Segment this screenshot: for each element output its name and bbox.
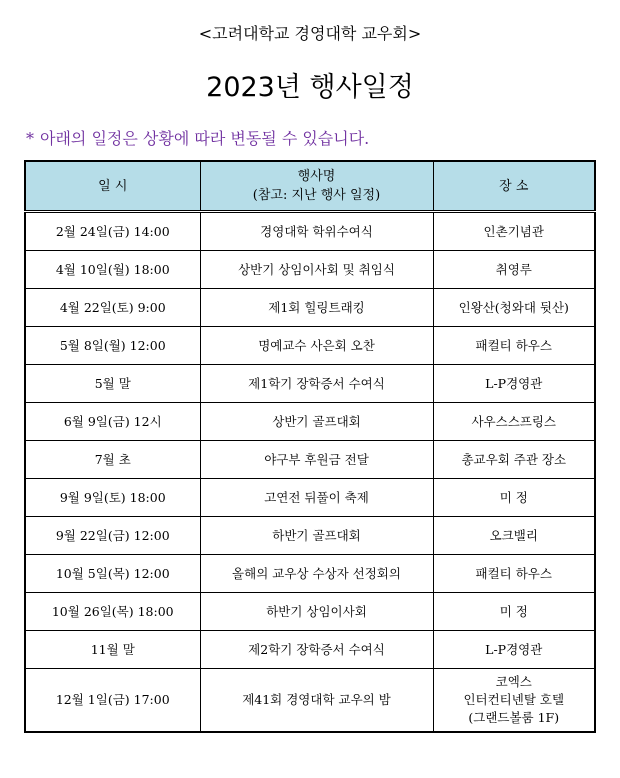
cell-event: 제1학기 장학증서 수여식 xyxy=(200,365,433,403)
table-row xyxy=(25,517,595,555)
cell-place: 오크밸리 xyxy=(433,517,595,555)
table-row xyxy=(25,593,595,631)
cell-place: L-P경영관 xyxy=(433,631,595,669)
cell-place: 사우스스프링스 xyxy=(433,403,595,441)
cell-date: 10월 26일(목) 18:00 xyxy=(25,593,200,631)
column-header-event xyxy=(200,161,433,212)
cell-date: 9월 22일(금) 12:00 xyxy=(25,517,200,555)
cell-place: 미 정 xyxy=(433,479,595,517)
table-row xyxy=(25,669,595,733)
cell-date: 4월 10일(월) 18:00 xyxy=(25,251,200,289)
cell-date: 9월 9일(토) 18:00 xyxy=(25,479,200,517)
column-header-event-note: (참고: 지난 행사 일정) xyxy=(252,188,381,203)
cell-date: 11월 말 xyxy=(25,631,200,669)
cell-place: 패컬티 하우스 xyxy=(433,555,595,593)
cell-place: 패컬티 하우스 xyxy=(433,327,595,365)
cell-date: 4월 22일(토) 9:00 xyxy=(25,289,200,327)
cell-place: 인왕산(청와대 뒷산) xyxy=(433,289,595,327)
org-subtitle: <고려대학교 경영대학 교우회> xyxy=(198,24,422,43)
cell-date: 12월 1일(금) 17:00 xyxy=(25,669,200,733)
cell-event: 하반기 골프대회 xyxy=(200,517,433,555)
table-header-row xyxy=(25,161,595,212)
page-title: 2023년 행사일정 xyxy=(206,72,414,104)
cell-date: 6월 9일(금) 12시 xyxy=(25,403,200,441)
column-header-event-title: 행사명 xyxy=(297,169,336,184)
table-row xyxy=(25,327,595,365)
cell-place: 취영루 xyxy=(433,251,595,289)
table-row xyxy=(25,212,595,251)
cell-event: 상반기 골프대회 xyxy=(200,403,433,441)
cell-date: 2월 24일(금) 14:00 xyxy=(25,212,200,251)
table-row xyxy=(25,289,595,327)
table-row xyxy=(25,441,595,479)
column-header-place: 장 소 xyxy=(433,161,595,212)
cell-event: 제1회 힐링트래킹 xyxy=(200,289,433,327)
table-row xyxy=(25,251,595,289)
cell-place: 총교우회 주관 장소 xyxy=(433,441,595,479)
cell-event: 제41회 경영대학 교우의 밤 xyxy=(200,669,433,733)
cell-event: 올해의 교우상 수상자 선정회의 xyxy=(200,555,433,593)
table-row xyxy=(25,555,595,593)
cell-event: 하반기 상임이사회 xyxy=(200,593,433,631)
cell-event: 고연전 뒤풀이 축제 xyxy=(200,479,433,517)
cell-place-line: (그랜드볼룸 1F) xyxy=(468,710,560,725)
event-schedule-table xyxy=(24,160,596,733)
cell-place: 미 정 xyxy=(433,593,595,631)
cell-place xyxy=(433,669,595,733)
cell-date: 5월 8일(월) 12:00 xyxy=(25,327,200,365)
cell-place: 인촌기념관 xyxy=(433,212,595,251)
notice-bullet: * xyxy=(26,129,34,148)
cell-place-line: 코엑스 xyxy=(495,674,532,689)
cell-event: 제2학기 장학증서 수여식 xyxy=(200,631,433,669)
cell-event: 상반기 상임이사회 및 취임식 xyxy=(200,251,433,289)
schedule-notice xyxy=(26,128,369,150)
cell-event: 경영대학 학위수여식 xyxy=(200,212,433,251)
table-row xyxy=(25,479,595,517)
column-header-date: 일 시 xyxy=(25,161,200,212)
cell-date: 5월 말 xyxy=(25,365,200,403)
notice-text: 아래의 일정은 상황에 따라 변동될 수 있습니다. xyxy=(40,129,370,148)
cell-date: 7월 초 xyxy=(25,441,200,479)
table-row xyxy=(25,365,595,403)
cell-date: 10월 5일(목) 12:00 xyxy=(25,555,200,593)
table-row xyxy=(25,631,595,669)
cell-place: L-P경영관 xyxy=(433,365,595,403)
cell-event: 야구부 후원금 전달 xyxy=(200,441,433,479)
cell-place-line: 인터컨티넨탈 호텔 xyxy=(463,692,565,707)
table-row xyxy=(25,403,595,441)
cell-event: 명예교수 사은회 오찬 xyxy=(200,327,433,365)
